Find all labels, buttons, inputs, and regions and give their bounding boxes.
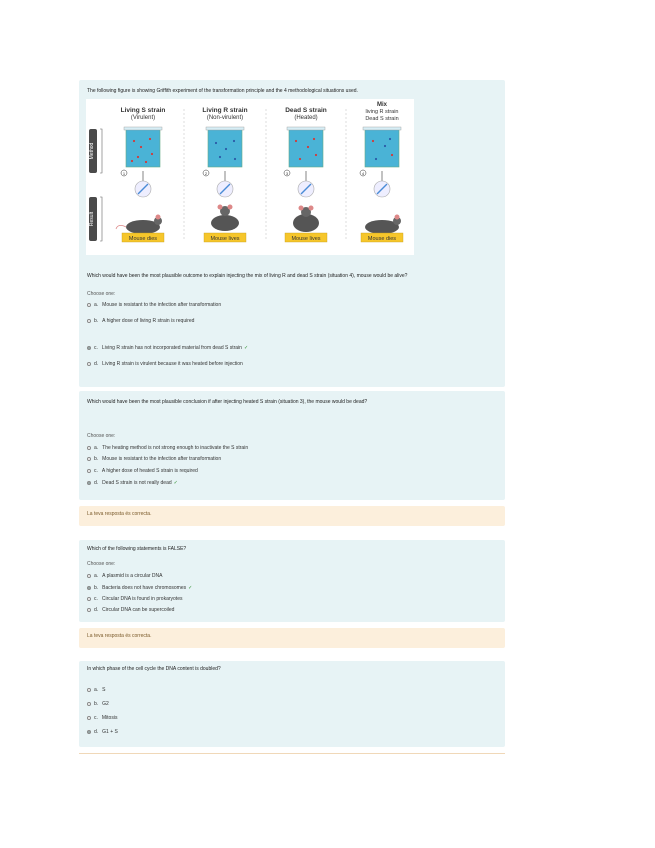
question-3-choose-label: Choose one:: [87, 561, 116, 567]
q1-option-b[interactable]: [87, 318, 194, 324]
option-letter: a.: [94, 445, 99, 451]
question-1-text: Which would have been the most plausible outcome to explain injecting the mix of living R and dead S strain (situation 4), mouse would be alive?: [87, 273, 408, 279]
col4-result: Mouse dies: [367, 236, 397, 242]
q3-option-a[interactable]: [87, 573, 162, 579]
q2-option-c[interactable]: [87, 468, 198, 474]
question-4-text: In which phase of the cell cycle the DNA content is doubled?: [87, 666, 221, 672]
option-text: S: [102, 687, 106, 693]
option-text: Living R strain is virulent because it was heated before injection: [102, 361, 243, 367]
option-letter: b.: [94, 318, 99, 324]
griffith-experiment-figure: [86, 99, 414, 255]
option-letter: b.: [94, 701, 99, 707]
option-text: The heating method is not strong enough to inactivate the S strain: [102, 445, 249, 451]
option-letter: a.: [94, 302, 99, 308]
q4-option-b[interactable]: [87, 701, 109, 707]
question-2-panel: [79, 391, 505, 500]
col3-beaker: [289, 129, 323, 167]
option-text: Mitosis: [101, 715, 118, 721]
option-text: A higher dose of heated S strain is required: [101, 468, 198, 474]
radio-button[interactable]: [87, 688, 91, 692]
radio-button[interactable]: [87, 574, 91, 578]
column-2: [202, 107, 247, 242]
radio-button[interactable]: [87, 362, 91, 366]
radio-button[interactable]: [87, 716, 91, 720]
bottom-divider: [79, 753, 505, 754]
option-text: A higher dose of living R strain is required: [102, 318, 195, 324]
radio-button-selected[interactable]: [87, 730, 91, 734]
col3-subtitle: (Heated): [294, 115, 318, 121]
q4-option-d[interactable]: [87, 729, 118, 735]
option-letter: d.: [94, 480, 99, 486]
question-3-panel: [79, 540, 505, 622]
option-letter: c.: [94, 345, 98, 351]
option-letter: d.: [94, 607, 99, 613]
option-letter: a.: [94, 687, 99, 693]
col1-subtitle: (Virulent): [130, 115, 156, 121]
col2-result: Mouse lives: [210, 236, 240, 242]
feedback-1-text: La teva resposta és correcta.: [87, 511, 152, 517]
q3-option-d[interactable]: [87, 607, 174, 613]
feedback-2-text: La teva resposta és correcta.: [87, 633, 152, 639]
feedback-1: [79, 506, 505, 526]
question-1-panel: [79, 80, 505, 387]
col2-subtitle: (Non-virulent): [206, 115, 244, 121]
col1-title: Living S strain: [120, 107, 166, 114]
option-text: Bacteria does not have chromosomes: [102, 585, 187, 591]
option-text: Mouse is resistant to the infection after transformation: [102, 302, 222, 308]
col2-beaker: [208, 129, 242, 167]
option-text: Mouse is resistant to the infection after transformation: [102, 456, 222, 462]
radio-button[interactable]: [87, 608, 91, 612]
q2-option-d[interactable]: [87, 480, 178, 486]
question-3-text: Which of the following statements is FALSE?: [87, 546, 187, 552]
option-letter: c.: [94, 596, 98, 602]
q4-option-c[interactable]: [87, 715, 117, 721]
griffith-figure-svg: [86, 99, 414, 255]
question-2-text: Which would have been the most plausible conclusion if after injecting heated S strain (situation 3), the mouse would be dead?: [87, 399, 368, 405]
question-1-choose-label: Choose one:: [87, 291, 116, 297]
question-4-panel: [79, 661, 505, 747]
option-text: G2: [102, 701, 109, 707]
radio-button[interactable]: [87, 469, 91, 473]
q3-option-c[interactable]: [87, 596, 182, 602]
option-text: G1 + S: [102, 729, 118, 735]
option-text: Dead S strain is not really dead: [102, 480, 172, 486]
col3-title: Dead S strain: [285, 107, 327, 114]
option-text: Living R strain has not incorporated material from dead S strain: [101, 345, 242, 351]
question-1-intro: The following figure is showing Griffith experiment of the transformation principle and the 4 methodological situations used.: [87, 88, 358, 94]
radio-button[interactable]: [87, 597, 91, 601]
option-letter: b.: [94, 585, 99, 591]
col4-num: 4: [361, 171, 365, 176]
option-letter: a.: [94, 573, 99, 579]
q4-option-a[interactable]: [87, 687, 106, 693]
correct-check-icon: ✓: [188, 585, 193, 591]
col1-num: 1: [122, 171, 126, 176]
q1-option-c[interactable]: [87, 345, 248, 351]
radio-button[interactable]: [87, 319, 91, 323]
radio-button[interactable]: [87, 303, 91, 307]
radio-button-selected[interactable]: [87, 346, 91, 350]
radio-button[interactable]: [87, 457, 91, 461]
side-label-result: Result: [89, 211, 95, 227]
col3-num: 3: [285, 171, 289, 176]
question-2-choose-label: Choose one:: [87, 433, 116, 439]
q1-option-a[interactable]: [87, 302, 221, 308]
column-4: [360, 102, 403, 242]
option-letter: b.: [94, 456, 99, 462]
col1-result: Mouse dies: [128, 236, 158, 242]
option-letter: d.: [94, 729, 99, 735]
option-text: A plasmid is a circular DNA: [102, 573, 163, 579]
col4-beaker: [365, 129, 399, 167]
column-1: [116, 107, 165, 242]
col4-line2: living R strain: [365, 109, 399, 115]
option-letter: d.: [94, 361, 99, 367]
side-label-method: Method: [89, 142, 95, 160]
radio-button[interactable]: [87, 446, 91, 450]
feedback-2: [79, 628, 505, 648]
col4-line3: Dead S strain: [365, 116, 399, 122]
correct-check-icon: ✓: [243, 345, 249, 351]
q2-option-b[interactable]: [87, 456, 221, 462]
q2-option-a[interactable]: [87, 445, 248, 451]
radio-button-selected[interactable]: [87, 586, 91, 590]
column-3: [284, 107, 327, 242]
option-letter: c.: [94, 468, 98, 474]
col2-num: 2: [204, 171, 208, 176]
radio-button[interactable]: [87, 702, 91, 706]
option-letter: c.: [94, 715, 98, 721]
col2-title: Living R strain: [202, 107, 248, 114]
col3-result: Mouse lives: [291, 236, 321, 242]
option-text: Circular DNA is found in prokaryotes: [101, 596, 183, 602]
correct-check-icon: ✓: [173, 480, 178, 486]
q1-option-d[interactable]: [87, 361, 243, 367]
option-text: Circular DNA can be supercoiled: [102, 607, 175, 613]
radio-button-selected[interactable]: [87, 481, 91, 485]
col4-title: Mix: [376, 102, 388, 108]
q3-option-b[interactable]: [87, 585, 192, 591]
